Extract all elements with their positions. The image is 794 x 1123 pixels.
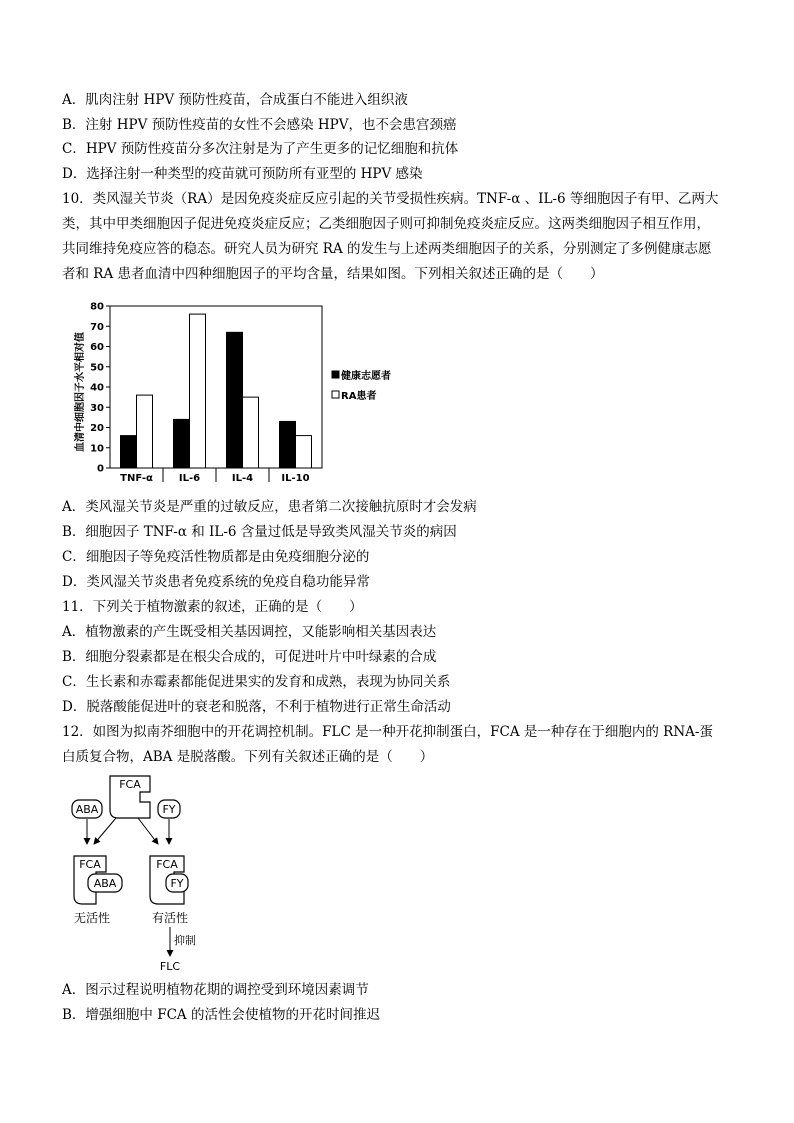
q11-option-a: A．植物激素的产生既受相关基因调控，又能影响相关基因表达 [62, 624, 437, 640]
q10-option-a: A．类风湿关节炎是严重的过敏反应，患者第二次接触抗原时才会发病 [62, 499, 477, 515]
legend-swatch-1 [332, 391, 339, 398]
q10-option-d: D．类风湿关节炎患者免疫系统的免疫自稳功能异常 [62, 574, 370, 590]
y-tick-label-50: 50 [90, 362, 104, 374]
fy-label-bound: FY [170, 877, 184, 890]
fy-label: FY [162, 803, 176, 816]
q10-stem-line-4: 者和 RA 患者血清中四种细胞因子的平均含量，结果如图。下列相关叙述正确的是（ ） [62, 266, 604, 282]
bar-IL-4-healthy [227, 332, 243, 468]
bar-IL-10-healthy [280, 421, 296, 468]
arrow-fca-right [138, 818, 158, 844]
bar-IL-6-ra [190, 314, 206, 468]
bar-IL-4-ra [243, 397, 259, 468]
q10-chart [70, 296, 410, 490]
y-tick-label-30: 30 [90, 402, 104, 414]
y-tick-label-80: 80 [90, 301, 104, 313]
bar-IL-6-healthy [174, 419, 190, 468]
inactive-label: 无活性 [73, 911, 111, 925]
active-label: 有活性 [151, 911, 189, 925]
aba-label: ABA [75, 803, 99, 816]
bar-TNF-α-ra [137, 395, 153, 468]
x-tick-label-TNF-α: TNF-α [120, 473, 153, 484]
bar-TNF-α-healthy [121, 436, 137, 468]
y-axis-label: 血清中细胞因子水平相对值 [75, 332, 86, 452]
q12-stem-line-1: 12．如图为拟南芥细胞中的开花调控机制。FLC 是一种开花抑制蛋白，FCA 是一种存在于细胞内的 RNA-蛋 [62, 724, 713, 740]
y-tick-label-10: 10 [90, 443, 104, 455]
legend-label-0: 健康志愿者 [341, 371, 391, 382]
q12-option-b: B．增强细胞中 FCA 的活性会使植物的开花时间推迟 [62, 1007, 380, 1023]
q10-option-b: B．细胞因子 TNF-α 和 IL-6 含量过低是导致类风湿关节炎的病因 [62, 524, 457, 540]
q11-option-d: D．脱落酸能促进叶的衰老和脱落，不利于植物进行正常生命活动 [62, 699, 451, 715]
q9-option-b: B．注射 HPV 预防性疫苗的女性不会感染 HPV，也不会患宫颈癌 [62, 117, 457, 133]
flc-label: FLC [159, 960, 181, 972]
y-tick-label-20: 20 [90, 423, 104, 434]
fca-label-top: FCA [119, 778, 141, 791]
x-tick-label-IL-6: IL-6 [178, 473, 201, 484]
q10-stem-line-3: 共同维持免疫应答的稳态。研究人员为研究 RA 的发生与上述两类细胞因子的关系，分别测定了多例健康志愿 [62, 241, 712, 257]
q9-option-d: D．选择注射一种类型的疫苗就可预防所有亚型的 HPV 感染 [62, 166, 423, 182]
q10-stem-line-2: 类，其中甲类细胞因子促进免疫炎症反应；乙类细胞因子则可抑制免疫炎症反应。这两类细胞因子相互作用， [62, 216, 710, 232]
x-tick-label-IL-4: IL-4 [231, 473, 254, 484]
q12-option-a: A．图示过程说明植物花期的调控受到环境因素调节 [62, 982, 369, 998]
legend-label-1: RA患者 [341, 391, 377, 402]
q9-option-a: A．肌肉注射 HPV 预防性疫苗，合成蛋白不能进入组织液 [62, 92, 408, 108]
q12-flowering-diagram [66, 772, 216, 972]
y-tick-label-0: 0 [97, 463, 104, 475]
x-tick-label-IL-10: IL-10 [281, 473, 310, 484]
y-tick-label-40: 40 [90, 382, 104, 394]
fca-label-left: FCA [79, 858, 101, 871]
q9-option-c: C．HPV 预防性疫苗分多次注射是为了产生更多的记忆细胞和抗体 [62, 141, 459, 157]
arrow-fca-left [94, 818, 116, 844]
inhibit-label: 抑制 [174, 934, 196, 947]
y-tick-label-70: 70 [90, 321, 104, 333]
q10-option-c: C．细胞因子等免疫活性物质都是由免疫细胞分泌的 [62, 549, 370, 565]
q10-stem-line-1: 10．类风湿关节炎（RA）是因免疫炎症反应引起的关节受损性疾病。TNF-α 、IL-6 等细胞因子有甲、乙两大 [62, 191, 719, 207]
bar-IL-10-ra [296, 436, 312, 468]
q11-stem: 11．下列关于植物激素的叙述，正确的是（ ） [62, 599, 363, 615]
q11-option-b: B．细胞分裂素都是在根尖合成的，可促进叶片中叶绿素的合成 [62, 649, 437, 665]
y-tick-label-60: 60 [90, 342, 104, 353]
legend-swatch-0 [332, 371, 339, 378]
q12-stem-line-2: 白质复合物，ABA 是脱落酸。下列有关叙述正确的是（ ） [62, 749, 434, 765]
q11-option-c: C．生长素和赤霉素都能促进果实的发育和成熟，表现为协同关系 [62, 674, 451, 690]
fca-label-right: FCA [156, 858, 178, 871]
aba-label-bound: ABA [93, 877, 117, 890]
